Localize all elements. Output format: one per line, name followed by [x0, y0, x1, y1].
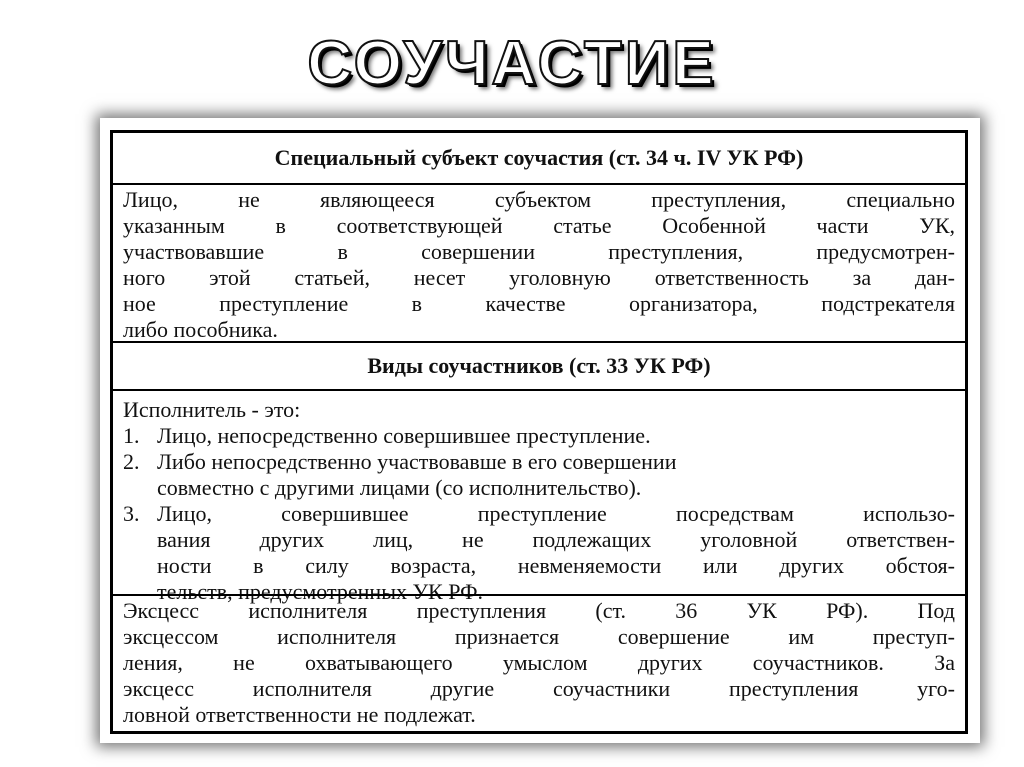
slide-title: СОУЧАСТИЕ	[307, 29, 717, 98]
list-line: Либо непосредственно участвовавше в его совершении	[157, 449, 677, 474]
list-item	[123, 501, 955, 605]
list-line: вания других лиц, не подлежащих уголовной ответствен-	[157, 527, 955, 552]
section3-body	[113, 594, 965, 731]
list-item	[123, 449, 955, 501]
section3-line: Эксцесс исполнителя преступления (ст. 36 УК РФ). Под	[123, 598, 955, 623]
section2-header: Виды соучастников (ст. 33 УК РФ)	[113, 341, 965, 389]
section3-line: ловной ответственности не подлежат.	[123, 702, 476, 727]
list-line: совместно с другими лицами (со исполнительство).	[157, 475, 642, 500]
section3-line: ления, не охватывающего умыслом других соучастников. За	[123, 650, 955, 675]
section1-line: Лицо, не являющееся субъектом преступления, специально	[123, 187, 955, 212]
list-line: Лицо, непосредственно совершившее преступление.	[157, 423, 651, 448]
section1-line: ного этой статьей, несет уголовную ответственность за дан-	[123, 265, 955, 290]
list-number: 1.	[123, 423, 140, 448]
section2-body	[113, 389, 965, 604]
content-table	[110, 130, 968, 734]
section3-line: эксцессом исполнителя признается совершение им преступ-	[123, 624, 955, 649]
section1-line: ное преступление в качестве организатора, подстрекателя	[123, 291, 955, 316]
section1-line: либо пособника.	[123, 317, 278, 342]
section1-body	[113, 183, 965, 341]
section3-line: эксцесс исполнителя другие соучастники преступления уго-	[123, 676, 955, 701]
list-number: 3.	[123, 501, 140, 526]
section1-line: указанным в соответствующей статье Особенной части УК,	[123, 213, 955, 238]
list-item	[123, 423, 955, 449]
section1-line: участвовавшие в совершении преступления, предусмотрен-	[123, 239, 955, 264]
section2-intro: Исполнитель - это:	[123, 397, 301, 422]
list-line: ности в силу возраста, невменяемости или других обстоя-	[157, 553, 955, 578]
list-line: Лицо, совершившее преступление посредствам использо-	[157, 501, 955, 526]
list-line: тельств, предусмотренных УК РФ.	[157, 579, 483, 604]
section1-header: Специальный субъект соучастия (ст. 34 ч. IV УК РФ)	[274, 145, 804, 170]
list-number: 2.	[123, 449, 140, 474]
